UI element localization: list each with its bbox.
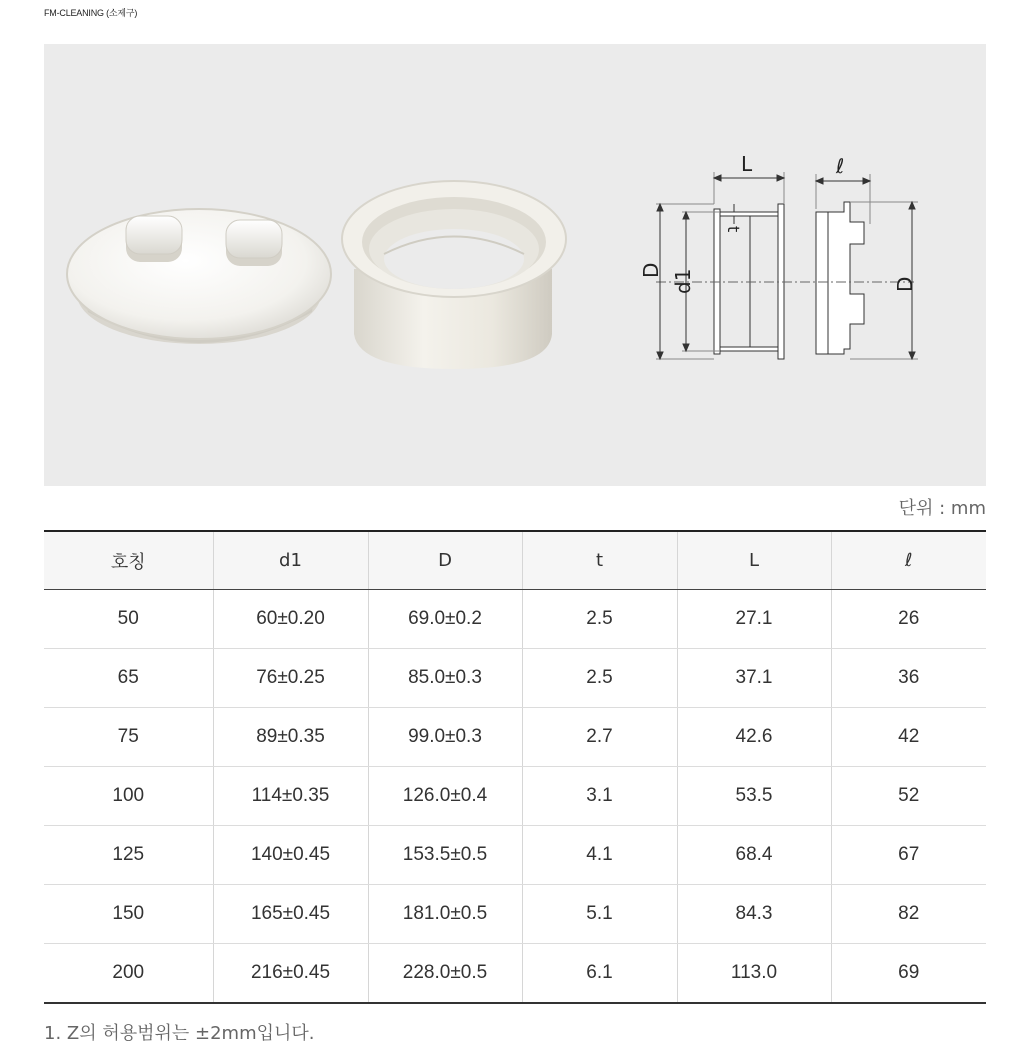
product-caption: FM-CLEANING (소제구) [44,8,138,18]
table-row [44,708,986,767]
table-cell: 50 [44,590,213,649]
table-cell: 89±0.35 [213,708,368,767]
header-t: t [522,531,677,590]
table-cell: 69 [831,944,986,1004]
table-row [44,826,986,885]
table-cell: 2.5 [522,649,677,708]
table-cell: 42 [831,708,986,767]
table-cell: 84.3 [677,885,831,944]
table-cell: 53.5 [677,767,831,826]
table-row [44,590,986,649]
table-cell: 150 [44,885,213,944]
plug-cap-photo [67,209,331,344]
spec-table [44,530,986,1004]
table-cell: 85.0±0.3 [368,649,522,708]
table-cell: 69.0±0.2 [368,590,522,649]
table-cell: 181.0±0.5 [368,885,522,944]
table-cell: 165±0.45 [213,885,368,944]
table-cell: 2.7 [522,708,677,767]
table-row [44,649,986,708]
product-image-panel [44,44,986,486]
socket-ring-photo [342,181,566,369]
label-ell: ℓ [836,154,845,178]
header-d1: d1 [213,531,368,590]
label-D-right: D [893,276,917,292]
header-ell: ℓ [831,531,986,590]
table-cell: 200 [44,944,213,1004]
dimension-drawing [656,172,918,359]
table-cell: 82 [831,885,986,944]
table-cell: 3.1 [522,767,677,826]
table-cell: 67 [831,826,986,885]
table-cell: 76±0.25 [213,649,368,708]
table-cell: 42.6 [677,708,831,767]
table-cell: 125 [44,826,213,885]
table-cell: 60±0.20 [213,590,368,649]
table-cell: 126.0±0.4 [368,767,522,826]
table-cell: 37.1 [677,649,831,708]
table-header-row [44,531,986,590]
table-cell: 6.1 [522,944,677,1004]
table-cell: 36 [831,649,986,708]
unit-label: 단위 : mm [898,498,986,519]
table-row [44,944,986,1004]
table-cell: 65 [44,649,213,708]
header-D: D [368,531,522,590]
product-illustration [44,44,986,486]
table-cell: 26 [831,590,986,649]
table-cell: 52 [831,767,986,826]
footnote: 1. Z의 허용범위는 ±2mm입니다. [44,1023,315,1044]
header-nominal: 호칭 [44,531,213,590]
table-row [44,885,986,944]
table-cell: 140±0.45 [213,826,368,885]
table-cell: 68.4 [677,826,831,885]
table-cell: 113.0 [677,944,831,1004]
table-cell: 5.1 [522,885,677,944]
table-cell: 114±0.35 [213,767,368,826]
label-t: t [724,226,743,233]
table-cell: 2.5 [522,590,677,649]
table-cell: 99.0±0.3 [368,708,522,767]
table-cell: 27.1 [677,590,831,649]
table-cell: 75 [44,708,213,767]
header-L: L [677,531,831,590]
table-cell: 4.1 [522,826,677,885]
table-cell: 153.5±0.5 [368,826,522,885]
table-cell: 216±0.45 [213,944,368,1004]
label-L: L [741,152,753,176]
table-row [44,767,986,826]
label-D-left: D [639,262,663,278]
table-cell: 228.0±0.5 [368,944,522,1004]
label-d1: d1 [671,268,695,294]
table-cell: 100 [44,767,213,826]
